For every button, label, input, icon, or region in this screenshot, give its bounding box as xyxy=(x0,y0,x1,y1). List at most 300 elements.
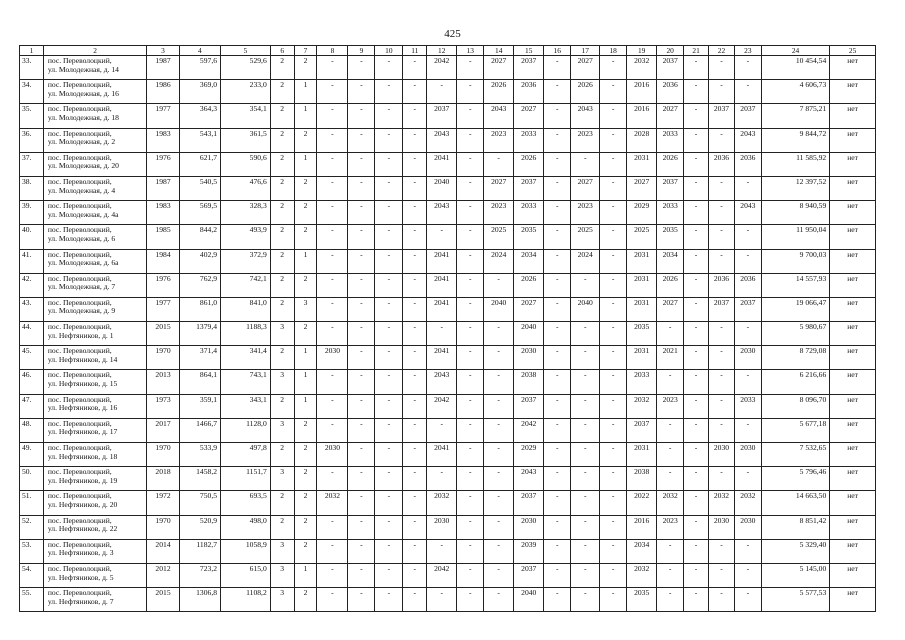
table-cell: - xyxy=(427,225,457,249)
table-cell: 476,6 xyxy=(221,176,271,200)
table-cell: - xyxy=(734,467,761,491)
table-cell: 2 xyxy=(270,152,294,176)
table-cell: 2 xyxy=(270,176,294,200)
table-cell: - xyxy=(317,249,348,273)
table-cell: 2 xyxy=(294,418,317,442)
table-cell: 2033 xyxy=(627,370,657,394)
table-cell: 2029 xyxy=(514,443,544,467)
address-cell xyxy=(43,515,147,539)
table-cell: - xyxy=(403,322,427,346)
column-number: 8 xyxy=(317,46,348,56)
table-cell: - xyxy=(734,80,761,104)
table-cell: - xyxy=(348,128,375,152)
table-cell: нет xyxy=(830,563,876,587)
address-street: ул. Нефтяников, д. 18 xyxy=(47,451,118,461)
address-cell xyxy=(43,322,147,346)
table-cell: 693,5 xyxy=(221,491,271,515)
address-street: ул. Нефтяников, д. 14 xyxy=(47,354,118,364)
table-cell: - xyxy=(684,563,709,587)
row-number: 46. xyxy=(20,370,44,394)
table-cell: 2 xyxy=(270,491,294,515)
table-cell: 2036 xyxy=(657,80,684,104)
table-cell: - xyxy=(709,588,735,612)
table-cell: 3 xyxy=(270,539,294,563)
table-cell: - xyxy=(684,322,709,346)
table-cell: - xyxy=(457,394,484,418)
table-cell: нет xyxy=(830,176,876,200)
table-cell: 2035 xyxy=(627,588,657,612)
table-cell: 723,2 xyxy=(179,563,220,587)
table-row xyxy=(20,176,876,200)
table-cell: 3 xyxy=(270,322,294,346)
table-cell: 2034 xyxy=(514,249,544,273)
table-cell: - xyxy=(684,539,709,563)
table-cell: 2 xyxy=(294,176,317,200)
table-cell: - xyxy=(571,491,600,515)
table-cell: - xyxy=(375,515,403,539)
table-cell: 2023 xyxy=(571,201,600,225)
table-cell: 8 096,70 xyxy=(761,394,829,418)
table-cell: - xyxy=(709,346,735,370)
table-cell: - xyxy=(375,491,403,515)
row-number: 38. xyxy=(20,176,44,200)
row-number: 33. xyxy=(20,56,44,80)
table-cell: - xyxy=(403,152,427,176)
table-cell: 2027 xyxy=(514,297,544,321)
table-cell: 1306,8 xyxy=(179,588,220,612)
table-cell: - xyxy=(544,370,571,394)
table-cell: 2013 xyxy=(147,370,179,394)
table-cell: - xyxy=(709,418,735,442)
table-cell: 2037 xyxy=(734,104,761,128)
address-street: ул. Молодежная, д. 16 xyxy=(47,88,119,98)
table-cell: - xyxy=(544,56,571,80)
table-cell: 2017 xyxy=(147,418,179,442)
table-cell: 369,0 xyxy=(179,80,220,104)
table-cell: - xyxy=(544,152,571,176)
column-number: 3 xyxy=(147,46,179,56)
table-cell: 233,0 xyxy=(221,80,271,104)
column-number: 18 xyxy=(600,46,627,56)
table-cell: 2 xyxy=(294,515,317,539)
table-cell: - xyxy=(457,176,484,200)
table-cell: - xyxy=(571,563,600,587)
address-street: ул. Нефтяников, д. 16 xyxy=(47,403,118,413)
column-number: 10 xyxy=(375,46,403,56)
address-cell xyxy=(43,491,147,515)
table-cell: 5 329,40 xyxy=(761,539,829,563)
table-cell: 2021 xyxy=(657,346,684,370)
table-cell: - xyxy=(457,273,484,297)
column-number: 11 xyxy=(403,46,427,56)
row-number: 54. xyxy=(20,563,44,587)
table-cell: - xyxy=(403,443,427,467)
table-cell: - xyxy=(457,563,484,587)
table-cell: - xyxy=(348,394,375,418)
table-cell: 1058,9 xyxy=(221,539,271,563)
table-cell: 2041 xyxy=(427,249,457,273)
table-cell: 2037 xyxy=(657,176,684,200)
table-row xyxy=(20,225,876,249)
table-cell: 2025 xyxy=(571,225,600,249)
table-cell: - xyxy=(457,128,484,152)
table-cell: - xyxy=(484,539,514,563)
column-number: 5 xyxy=(221,46,271,56)
table-cell: 2036 xyxy=(709,152,735,176)
address-cell xyxy=(43,273,147,297)
table-cell: 1182,7 xyxy=(179,539,220,563)
table-cell: 1128,0 xyxy=(221,418,271,442)
table-cell: 2025 xyxy=(484,225,514,249)
table-cell: 841,0 xyxy=(221,297,271,321)
table-cell: - xyxy=(317,80,348,104)
table-cell: - xyxy=(600,322,627,346)
table-cell: - xyxy=(375,273,403,297)
address-street: ул. Молодежная, д. 20 xyxy=(47,161,119,171)
address-cell xyxy=(43,176,147,200)
table-cell: - xyxy=(403,370,427,394)
table-cell: 2040 xyxy=(514,322,544,346)
table-cell: 2027 xyxy=(571,56,600,80)
table-cell: - xyxy=(317,104,348,128)
table-cell: - xyxy=(484,346,514,370)
table-cell: 2015 xyxy=(147,322,179,346)
table-cell: 2026 xyxy=(514,152,544,176)
table-cell: 2043 xyxy=(427,370,457,394)
table-cell: 2 xyxy=(270,128,294,152)
table-cell: 497,8 xyxy=(221,443,271,467)
table-cell: 1970 xyxy=(147,443,179,467)
address-settlement: пос. Переволоцкий, xyxy=(47,515,112,525)
table-cell: 520,9 xyxy=(179,515,220,539)
table-cell: - xyxy=(657,443,684,467)
address-street: ул. Нефтяников, д. 22 xyxy=(47,524,118,534)
table-cell: 2035 xyxy=(514,225,544,249)
table-cell: - xyxy=(544,128,571,152)
table-cell: - xyxy=(684,249,709,273)
table-cell: 1970 xyxy=(147,515,179,539)
table-cell: - xyxy=(348,539,375,563)
address-cell xyxy=(43,297,147,321)
table-cell: 2038 xyxy=(627,467,657,491)
table-cell: - xyxy=(709,394,735,418)
table-cell: 1379,4 xyxy=(179,322,220,346)
table-cell: - xyxy=(484,418,514,442)
row-number: 40. xyxy=(20,225,44,249)
address-settlement: пос. Переволоцкий, xyxy=(47,322,112,332)
table-cell: - xyxy=(600,176,627,200)
table-cell: 3 xyxy=(270,467,294,491)
table-cell: - xyxy=(375,80,403,104)
table-cell: - xyxy=(348,297,375,321)
table-cell: - xyxy=(600,273,627,297)
table-cell: - xyxy=(571,394,600,418)
column-number: 1 xyxy=(20,46,44,56)
table-cell: 1976 xyxy=(147,152,179,176)
table-cell: 1977 xyxy=(147,104,179,128)
table-cell: - xyxy=(375,346,403,370)
table-cell: 2027 xyxy=(484,176,514,200)
table-cell: 2 xyxy=(270,249,294,273)
table-cell: 1 xyxy=(294,80,317,104)
table-cell: нет xyxy=(830,370,876,394)
table-cell: 2037 xyxy=(709,104,735,128)
table-cell: 2035 xyxy=(657,225,684,249)
table-cell: 3 xyxy=(270,588,294,612)
address-settlement: пос. Переволоцкий, xyxy=(47,443,112,452)
table-cell: - xyxy=(709,80,735,104)
table-cell: 3 xyxy=(270,563,294,587)
table-cell: 1 xyxy=(294,152,317,176)
table-cell: 341,4 xyxy=(221,346,271,370)
table-cell: 361,5 xyxy=(221,128,271,152)
table-cell: 762,9 xyxy=(179,273,220,297)
table-cell: 2037 xyxy=(514,491,544,515)
table-cell: - xyxy=(317,225,348,249)
table-cell: - xyxy=(684,80,709,104)
table-cell: 2030 xyxy=(317,443,348,467)
table-cell: - xyxy=(544,297,571,321)
table-cell: - xyxy=(657,563,684,587)
table-cell: 2 xyxy=(270,297,294,321)
table-cell: - xyxy=(734,588,761,612)
table-cell: 1987 xyxy=(147,56,179,80)
table-cell: - xyxy=(484,370,514,394)
table-cell: 2030 xyxy=(734,515,761,539)
table-row xyxy=(20,297,876,321)
table-cell: - xyxy=(657,322,684,346)
address-settlement: пос. Переволоцкий, xyxy=(47,249,112,259)
table-cell: 3 xyxy=(270,418,294,442)
column-number: 20 xyxy=(657,46,684,56)
housing-register-table xyxy=(19,45,876,612)
table-cell: 2 xyxy=(294,443,317,467)
table-cell: 7 532,65 xyxy=(761,443,829,467)
column-number: 12 xyxy=(427,46,457,56)
table-cell: нет xyxy=(830,297,876,321)
table-cell: - xyxy=(457,80,484,104)
table-cell: 2030 xyxy=(514,346,544,370)
row-number: 41. xyxy=(20,249,44,273)
table-cell: - xyxy=(484,443,514,467)
table-cell: - xyxy=(600,515,627,539)
table-cell: 2032 xyxy=(317,491,348,515)
table-row xyxy=(20,346,876,370)
table-cell: - xyxy=(403,80,427,104)
address-street: ул. Нефтяников, д. 20 xyxy=(47,499,118,509)
table-cell: - xyxy=(375,249,403,273)
table-cell: нет xyxy=(830,515,876,539)
table-row xyxy=(20,394,876,418)
address-settlement: пос. Переволоцкий, xyxy=(47,563,112,573)
table-cell: 2023 xyxy=(571,128,600,152)
address-cell xyxy=(43,467,147,491)
table-cell: - xyxy=(600,201,627,225)
table-cell: - xyxy=(457,322,484,346)
table-cell: 1466,7 xyxy=(179,418,220,442)
table-cell: 402,9 xyxy=(179,249,220,273)
table-cell: - xyxy=(375,297,403,321)
table-cell: 2 xyxy=(270,273,294,297)
address-cell xyxy=(43,104,147,128)
table-row xyxy=(20,128,876,152)
table-cell: 2 xyxy=(294,491,317,515)
address-street: ул. Молодежная, д. 2 xyxy=(47,137,116,147)
table-cell: нет xyxy=(830,128,876,152)
table-cell: - xyxy=(684,515,709,539)
table-cell: - xyxy=(317,176,348,200)
table-cell: - xyxy=(457,370,484,394)
table-cell: - xyxy=(544,201,571,225)
table-cell: 615,0 xyxy=(221,563,271,587)
address-cell xyxy=(43,201,147,225)
table-cell: - xyxy=(317,370,348,394)
table-cell: - xyxy=(348,201,375,225)
table-cell: 2 xyxy=(270,346,294,370)
table-cell: - xyxy=(544,394,571,418)
table-cell: - xyxy=(375,225,403,249)
table-cell: 2040 xyxy=(427,176,457,200)
table-cell: - xyxy=(600,370,627,394)
row-number: 42. xyxy=(20,273,44,297)
address-settlement: пос. Переволоцкий, xyxy=(47,225,112,235)
table-cell: 2040 xyxy=(571,297,600,321)
table-cell: - xyxy=(484,394,514,418)
table-cell: 2032 xyxy=(427,491,457,515)
table-row xyxy=(20,152,876,176)
table-cell: 2030 xyxy=(734,346,761,370)
table-cell: - xyxy=(684,273,709,297)
table-cell: 7 875,21 xyxy=(761,104,829,128)
table-cell: 2040 xyxy=(484,297,514,321)
table-cell: 2030 xyxy=(427,515,457,539)
address-cell xyxy=(43,539,147,563)
table-cell: - xyxy=(734,563,761,587)
table-cell: - xyxy=(375,467,403,491)
address-cell xyxy=(43,563,147,587)
table-row xyxy=(20,418,876,442)
table-cell: 2043 xyxy=(514,467,544,491)
table-cell: 1985 xyxy=(147,225,179,249)
table-cell: 1983 xyxy=(147,128,179,152)
table-cell: 2031 xyxy=(627,152,657,176)
table-cell: - xyxy=(734,225,761,249)
table-cell: - xyxy=(348,225,375,249)
table-cell: 3 xyxy=(270,370,294,394)
table-cell: - xyxy=(457,346,484,370)
table-cell: 8 940,59 xyxy=(761,201,829,225)
table-cell: 2041 xyxy=(427,443,457,467)
table-cell: - xyxy=(375,322,403,346)
table-cell: - xyxy=(457,418,484,442)
address-street: ул. Молодежная, д. 18 xyxy=(47,112,119,122)
table-cell: - xyxy=(684,443,709,467)
table-cell: 2 xyxy=(270,515,294,539)
table-cell: - xyxy=(544,249,571,273)
table-cell: 2023 xyxy=(484,128,514,152)
table-cell: - xyxy=(684,418,709,442)
table-cell: 2 xyxy=(294,225,317,249)
table-cell: 2042 xyxy=(427,56,457,80)
table-cell: 2036 xyxy=(709,273,735,297)
table-cell: 2042 xyxy=(427,394,457,418)
table-cell: нет xyxy=(830,443,876,467)
column-number: 17 xyxy=(571,46,600,56)
table-cell: 498,0 xyxy=(221,515,271,539)
table-cell: 2026 xyxy=(657,273,684,297)
table-row xyxy=(20,370,876,394)
table-cell: 2032 xyxy=(734,491,761,515)
table-cell: - xyxy=(734,322,761,346)
table-cell: 543,1 xyxy=(179,128,220,152)
table-row xyxy=(20,249,876,273)
table-cell: 1973 xyxy=(147,394,179,418)
table-cell: 2033 xyxy=(657,201,684,225)
table-cell: 2 xyxy=(294,273,317,297)
table-cell: 2034 xyxy=(657,249,684,273)
table-cell: - xyxy=(375,394,403,418)
table-cell: - xyxy=(375,56,403,80)
table-cell: - xyxy=(709,370,735,394)
table-cell: - xyxy=(734,56,761,80)
table-cell: 2016 xyxy=(627,104,657,128)
table-row xyxy=(20,467,876,491)
table-cell: - xyxy=(348,80,375,104)
table-cell: - xyxy=(600,128,627,152)
table-cell: - xyxy=(571,588,600,612)
table-cell: - xyxy=(684,370,709,394)
table-cell: 2016 xyxy=(627,515,657,539)
table-cell: - xyxy=(484,588,514,612)
table-cell: 2032 xyxy=(627,563,657,587)
table-cell: 2023 xyxy=(484,201,514,225)
table-cell: - xyxy=(375,588,403,612)
row-number: 55. xyxy=(20,588,44,612)
table-cell: 5 145,00 xyxy=(761,563,829,587)
table-cell: - xyxy=(348,346,375,370)
table-cell: - xyxy=(709,201,735,225)
table-cell: 529,6 xyxy=(221,56,271,80)
table-cell: 1188,3 xyxy=(221,322,271,346)
table-cell: - xyxy=(403,515,427,539)
table-cell: - xyxy=(684,491,709,515)
table-cell: - xyxy=(403,346,427,370)
table-cell: 2033 xyxy=(514,128,544,152)
address-cell xyxy=(43,418,147,442)
table-cell: 743,1 xyxy=(221,370,271,394)
table-cell: 2032 xyxy=(627,56,657,80)
table-cell: 2027 xyxy=(657,297,684,321)
table-cell: 2043 xyxy=(734,128,761,152)
table-cell: 590,6 xyxy=(221,152,271,176)
address-cell xyxy=(43,370,147,394)
table-cell: 12 397,52 xyxy=(761,176,829,200)
table-cell: 2038 xyxy=(514,370,544,394)
table-cell: нет xyxy=(830,201,876,225)
table-cell: 2037 xyxy=(514,394,544,418)
table-cell: 1983 xyxy=(147,201,179,225)
table-cell: 2026 xyxy=(514,273,544,297)
table-cell: - xyxy=(684,346,709,370)
table-cell: - xyxy=(457,467,484,491)
table-cell: 2031 xyxy=(627,297,657,321)
table-cell: - xyxy=(544,515,571,539)
table-cell: 2 xyxy=(294,201,317,225)
table-cell: - xyxy=(544,563,571,587)
table-cell: - xyxy=(375,370,403,394)
table-cell: - xyxy=(709,563,735,587)
table-cell: 2041 xyxy=(427,273,457,297)
